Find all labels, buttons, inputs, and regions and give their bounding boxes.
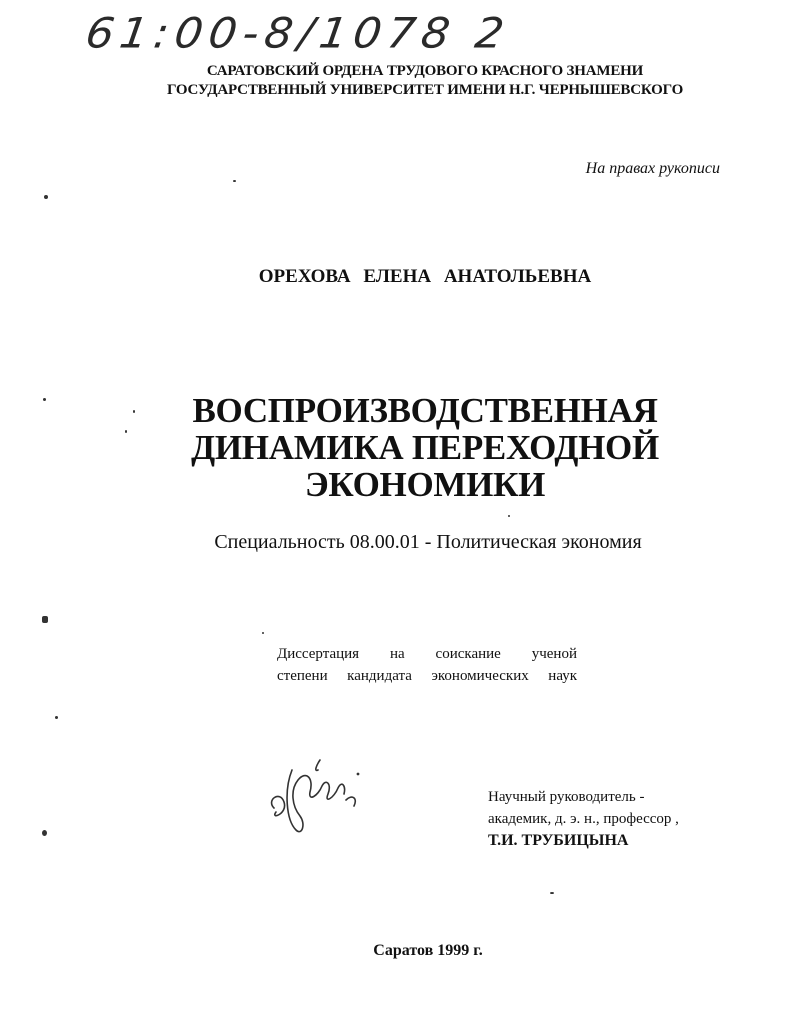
- institution-header: [0, 62, 792, 100]
- dissertation-title: [0, 392, 792, 503]
- scan-speck: [55, 716, 58, 719]
- institution-line-1: САРАТОВСКИЙ ОРДЕНА ТРУДОВОГО КРАСНОГО ЗНАМЕНИ: [206, 63, 644, 79]
- supervisor-role: Научный руководитель -: [488, 789, 645, 805]
- scan-speck: [43, 398, 46, 401]
- degree-description: [277, 643, 577, 687]
- scan-speck: [44, 195, 48, 199]
- supervisor-name: Т.И. ТРУБИЦЫНА: [488, 832, 629, 849]
- institution-line-2: ГОСУДАРСТВЕННЫЙ УНИВЕРСИТЕТ ИМЕНИ Н.Г. ЧЕРНЫШЕВСКОГО: [166, 82, 684, 98]
- handwritten-catalog-code: 61:00-8/1078 2: [82, 9, 513, 58]
- scan-speck: [262, 632, 264, 634]
- degree-line-1: Диссертация на соискание ученой: [277, 646, 577, 662]
- scan-speck: [508, 515, 510, 517]
- scan-speck: [125, 430, 127, 433]
- author-name: ОРЕХОВА ЕЛЕНА АНАТОЛЬЕВНА: [258, 266, 592, 287]
- manuscript-note: На правах рукописи: [585, 160, 720, 177]
- title-line-1: ВОСПРОИЗВОДСТВЕННАЯ: [192, 391, 658, 430]
- scan-speck: [133, 410, 135, 413]
- degree-line-2: степени кандидата экономических наук: [277, 668, 577, 684]
- specialty-line: Специальность 08.00.01 - Политическая экономия: [214, 531, 642, 553]
- title-line-2: ДИНАМИКА ПЕРЕХОДНОЙ: [191, 428, 659, 467]
- city-year: Саратов 1999 г.: [373, 942, 483, 959]
- supervisor-titles: академик, д. э. н., профессор ,: [488, 811, 679, 827]
- scan-speck: [42, 830, 47, 836]
- scan-speck: [233, 180, 236, 182]
- title-line-3: ЭКОНОМИКИ: [304, 465, 546, 504]
- scan-speck: [42, 616, 48, 623]
- scan-speck: [550, 892, 554, 894]
- supervisor-block: [488, 786, 679, 852]
- signature-icon: [262, 750, 372, 845]
